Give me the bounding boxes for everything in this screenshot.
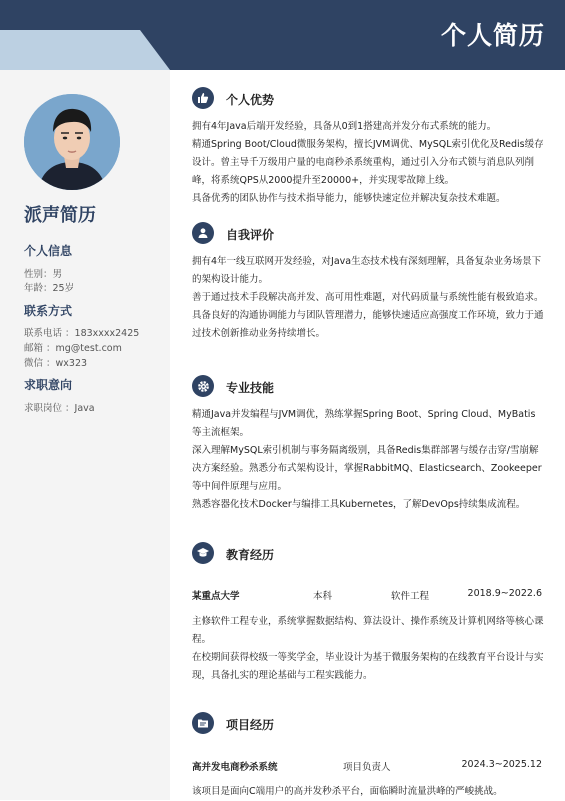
evaluation-line: 善于通过技术手段解决高并发、高可用性难题，对代码质量与系统性能有极致追求。 — [192, 292, 544, 303]
gear-icon — [192, 375, 214, 397]
advantages-line: 精通Spring Boot/Cloud微服务架构，擅长JVM调优、MySQL索引优化及Redis缓存设计。曾主导千万级用户量的电商秒杀系统重构，通过引入分布式锁与消息队列削峰，将系统QPS从2000提升至20000+，并实现零故障上线。 — [192, 139, 544, 186]
contact-heading: 联系方式 — [24, 304, 73, 318]
thumbs-up-icon — [192, 87, 214, 109]
page-title: 个人简历 — [440, 21, 545, 50]
wechat-text: 微信 ：wx323 — [24, 358, 88, 369]
user-icon — [192, 222, 214, 244]
project-period: 2024.3~2025.12 — [461, 759, 542, 770]
folder-icon — [192, 712, 214, 734]
education-line: 在校期间获得校级一等奖学金，毕业设计为基于微服务架构的在线教育平台设计与实现，具备扎实的理论基础与工程实践能力。 — [192, 652, 544, 681]
education-text — [192, 613, 544, 685]
advantages-title: 个人优势 — [226, 93, 275, 107]
advantages-line: 拥有4年Java后端开发经验，具备从0到1搭建高并发分布式系统的能力。 — [192, 121, 497, 132]
graduation-cap-icon — [192, 542, 214, 564]
position-text: 求职岗位 ：Java — [24, 403, 95, 414]
school-name: 某重点大学 — [192, 591, 240, 602]
education-title: 教育经历 — [226, 548, 275, 562]
intention-heading: 求职意向 — [24, 378, 73, 392]
avatar-portrait-icon — [24, 94, 120, 190]
education-line: 主修软件工程专业，系统掌握数据结构、算法设计、操作系统及计算机网络等核心课程。 — [192, 616, 544, 645]
evaluation-text — [192, 253, 544, 343]
phone-text: 联系电话 ：183xxxx2425 — [24, 328, 140, 339]
advantages-text — [192, 118, 544, 208]
skills-line: 深入理解MySQL索引机制与事务隔离级别，具备Redis集群部署与缓存击穿/雪崩解决方案经验。熟悉分布式架构设计，掌握RabbitMQ、Elasticsearch、Zookeeper等中间件原理与应用。 — [192, 445, 542, 492]
education-period: 2018.9~2022.6 — [467, 588, 542, 599]
advantages-line: 具备优秀的团队协作与技术指导能力，能够快速定位并解决复杂技术难题。 — [192, 193, 506, 204]
age-text: 年龄：25岁 — [24, 283, 75, 294]
project-text — [192, 783, 544, 801]
evaluation-line: 具备良好的沟通协调能力与团队管理潜力，能够快速适应高强度工作环境，致力于通过技术创新推动业务持续增长。 — [192, 310, 544, 339]
project-name: 高并发电商秒杀系统 — [192, 762, 278, 773]
personal-info-heading: 个人信息 — [24, 244, 73, 258]
header-accent-stripe — [0, 30, 170, 70]
candidate-name: 派声简历 — [24, 205, 96, 226]
email-text: 邮箱 ：mg@test.com — [24, 343, 122, 354]
avatar — [24, 94, 120, 190]
projects-title: 项目经历 — [226, 718, 275, 732]
skills-title: 专业技能 — [226, 381, 275, 395]
degree: 本科 — [313, 591, 333, 602]
gender-text: 性别：男 — [24, 269, 63, 280]
skills-line: 熟悉容器化技术Docker与编排工具Kubernetes，了解DevOps持续集成流程。 — [192, 499, 526, 510]
project-line: 该项目是面向C端用户的高并发秒杀平台，面临瞬时流量洪峰的严峻挑战。 — [192, 786, 503, 797]
evaluation-line: 拥有4年一线互联网开发经验，对Java生态技术栈有深刻理解，具备复杂业务场景下的架构设计能力。 — [192, 256, 542, 285]
skills-line: 精通Java并发编程与JVM调优，熟练掌握Spring Boot、Spring Cloud、MyBatis等主流框架。 — [192, 409, 536, 438]
skills-text — [192, 406, 544, 514]
major: 软件工程 — [391, 591, 430, 602]
sidebar — [0, 70, 170, 800]
project-role: 项目负责人 — [343, 762, 391, 773]
evaluation-title: 自我评价 — [226, 228, 275, 242]
